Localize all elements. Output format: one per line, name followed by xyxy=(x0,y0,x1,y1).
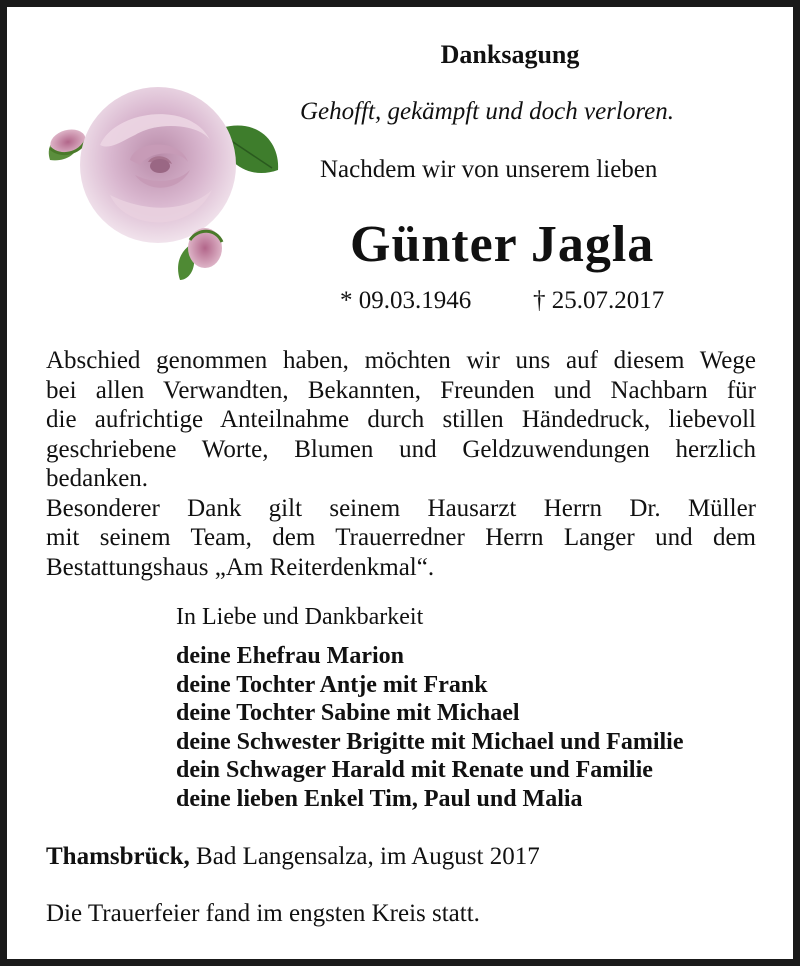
birth-date: * 09.03.1946 xyxy=(340,287,472,314)
thanks-line: Bestattungshaus „Am Reiterdenkmal“. xyxy=(46,553,435,581)
mourner-entry: deine Ehefrau Marion xyxy=(176,643,404,669)
thanks-line: mit seinem Team, dem Trauerredner Herrn Langer und dem xyxy=(46,524,756,551)
thanks-line: Besonderer Dank gilt seinem Hausarzt Herrn Dr. Müller xyxy=(46,494,756,522)
mourner-entry: deine Tochter Antje mit Frank xyxy=(176,671,488,698)
thanks-line: bei allen Verwandten, Bekannten, Freunden und Nachbarn für xyxy=(46,376,756,404)
notice-heading: Danksagung xyxy=(440,40,580,69)
rose-icon xyxy=(40,70,290,285)
thanks-line: bedanken. xyxy=(46,465,149,492)
mourner-entry: dein Schwager Harald mit Renate und Familie xyxy=(176,757,653,784)
thanks-paragraph xyxy=(46,346,756,582)
place-and-date xyxy=(46,843,540,871)
death-date: † 25.07.2017 xyxy=(533,287,665,314)
ceremony-note: Die Trauerfeier fand im engsten Kreis statt. xyxy=(46,900,480,927)
mourners-list xyxy=(176,642,683,814)
sign-off-intro: In Liebe und Dankbarkeit xyxy=(176,604,424,630)
intro-line: Nachdem wir von unserem lieben xyxy=(320,156,658,183)
deceased-name: Günter Jagla xyxy=(350,216,655,273)
place-name: Thamsbrück, xyxy=(46,843,190,870)
thanks-line: die aufrichtige Anteilnahme durch stillen Händedruck, liebevoll xyxy=(46,406,756,433)
motto-line: Gehofft, gekämpft und doch verloren. xyxy=(300,98,674,125)
mourner-entry: deine Tochter Sabine mit Michael xyxy=(176,700,520,727)
thanks-line: geschriebene Worte, Blumen und Geldzuwendungen herzlich xyxy=(46,435,756,463)
mourner-entry: deine lieben Enkel Tim, Paul und Malia xyxy=(176,785,583,812)
mourner-entry: deine Schwester Brigitte mit Michael und Familie xyxy=(176,728,684,755)
thanks-line: Abschied genommen haben, möchten wir uns auf diesem Wege xyxy=(46,347,756,374)
place-date: Bad Langensalza, im August 2017 xyxy=(189,843,540,870)
